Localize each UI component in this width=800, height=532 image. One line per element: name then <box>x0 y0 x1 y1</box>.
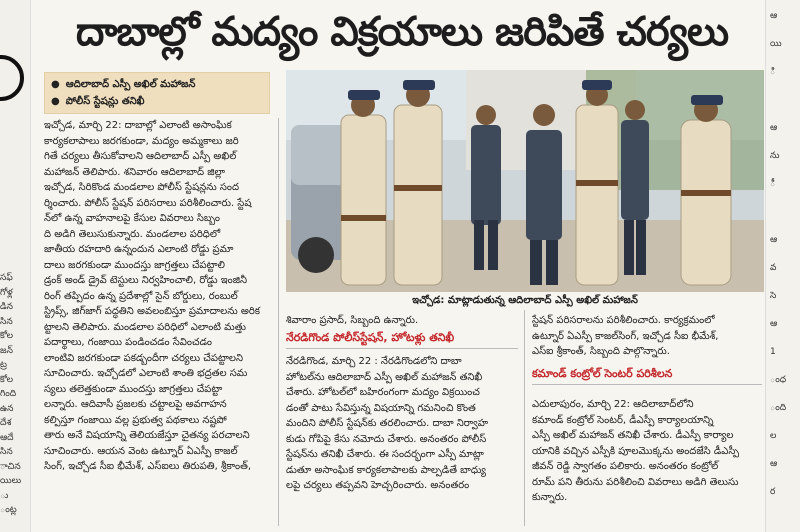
article-column-3 <box>532 397 762 506</box>
margin-text-fragment: ఆ <box>770 459 778 469</box>
text-line: కున్నారు. <box>532 492 568 503</box>
text-line: సూచించారు. ఆయన వెంట ఉట్నూర్ ఏఎస్పీ కాజల్ <box>44 445 238 457</box>
text-line: సింగ్, ఇచ్చోడ సీఐ భీమేశ్, ఎస్‌ఐలు తిరుపతి, శ్రీకాంత్, <box>44 461 252 472</box>
margin-text-fragment: గోళ్ల <box>0 287 13 298</box>
margin-text-fragment: ంది <box>770 403 787 413</box>
highlight-item: ● ఆదిలాబాద్ ఎస్పీ అఖిల్ మహాజన్ <box>51 79 196 90</box>
text-line: దాలు జరగకుండా ముందస్తు జాగ్రత్తలు చేపట్టాలి <box>44 259 225 271</box>
text-line: స్ట్రిప్స్, జిగ్‌జాగ్ పద్ధతిని అవలంబిస్తూ ప్రమాదాలను అరిక <box>44 306 261 317</box>
margin-text-fragment: కోల <box>0 374 14 385</box>
text-line: డ్రంక్ అండ్ డ్రైవ్ టెస్టులు నిర్వహించాలి, రోడ్డు ఇంజినీ <box>44 275 248 286</box>
text-line: హోటల్‌ను ఆదిలాబాద్ ఎస్పీ అఖిల్ మహాజన్ తనిఖీ <box>286 371 483 383</box>
margin-text-fragment: యిలు <box>0 476 22 486</box>
margin-text-fragment: ట్ర <box>0 360 7 370</box>
margin-text-fragment: 1 <box>770 347 776 357</box>
margin-text-fragment: ఆదే <box>0 432 14 443</box>
margin-text-fragment: ఆ <box>770 235 778 245</box>
article-column-2 <box>286 354 518 494</box>
text-line: పదార్థాలు, గంజాయి పండించడం సేవించడం <box>44 337 212 348</box>
article-subhead-command-control: కమాండ్ కంట్రోల్ సెంటర్ పరిశీలన <box>532 367 673 380</box>
margin-text-fragment: కోల <box>0 331 14 341</box>
text-line: ఎస్‌ఐ శ్రీకాంత్, సిబ్బంది పాల్గొన్నారు. <box>532 346 670 357</box>
margin-text-fragment: ఉన <box>0 403 14 414</box>
article-column-1 <box>44 118 272 475</box>
text-line: గితే చర్యలు తీసుకోవాలని ఆదిలాబాద్ ఎస్పీ అఖిల్ <box>44 151 237 162</box>
margin-text-fragment: ఆ <box>770 11 778 21</box>
text-line: డంతో పాటు సేవిస్తున్న విషయాన్ని గమనించి కొంత <box>286 402 476 414</box>
margin-text-fragment: ంట్ల <box>0 505 17 515</box>
margin-text-fragment: ర <box>770 487 776 497</box>
text-line: తారు అనే విషయాన్ని తెలియజేస్తూ చైతన్య పరచాలని <box>44 430 250 441</box>
highlight-box <box>44 72 270 114</box>
subhead-rule <box>286 348 518 349</box>
text-line: ర్శించారు. పోలీస్ స్టేషన్ పరిసరాలు పరిశీలించారు. స్టేష <box>44 197 252 209</box>
margin-text-fragment: ీ <box>770 179 776 189</box>
subhead-rule <box>532 384 762 385</box>
text-line: కల్పిస్తూ గంజాయి వల్ల ప్రభుత్వ పథకాలు నష్టపో <box>44 414 227 426</box>
margin-text-fragment: సఫ్ <box>0 273 13 283</box>
margin-text-fragment: ంధ <box>770 375 787 385</box>
text-line: రూమ్ పని తీరును పరిశీలించి వివరాలు అడిగి తెలుసు <box>532 476 739 488</box>
margin-text-fragment: ల <box>770 431 777 441</box>
text-line: స్యలు తలెత్తకుండా ముందస్తు జాగ్రత్తలు చేపట్టా <box>44 383 223 395</box>
text-line: లన్నారు. ఆదివాసీ ప్రజలకు చట్టాలపై అవగాహన <box>44 399 227 410</box>
text-line: మహాజన్ తెలిపారు. శనివారం ఆదిలాబాద్ జిల్లా <box>44 166 226 178</box>
text-line: స్టేషన్ పరిసరాలను పరిశీలించారు. కార్యక్రమంలో <box>532 315 715 326</box>
adjacent-article-strip-right <box>765 0 800 532</box>
margin-text-fragment: డిన <box>0 302 13 312</box>
margin-text-fragment: సిన <box>0 316 13 327</box>
text-line: సూచించారు. ఇచ్చోడలో ఎలాంటి శాంతి భద్రతల సమ <box>44 368 248 379</box>
article-column-3-top <box>532 313 762 360</box>
text-line: న్‌లో ఉన్న వాహనాలపై కేసుల వివరాలు సిబ్బం <box>44 213 220 224</box>
highlight-item: ● పోలీస్ స్టేషన్లు తనిఖీ <box>51 96 145 107</box>
column-divider <box>524 310 525 526</box>
text-line: చేశారు. హోటల్‌లో బహిరంగంగా మద్యం విక్రయించ <box>286 387 480 398</box>
margin-text-fragment: యి <box>770 39 782 49</box>
margin-text-fragment: ి <box>770 67 776 77</box>
margin-text-fragment: సె <box>770 291 777 301</box>
adjacent-article-graphic <box>0 55 24 101</box>
margin-text-fragment: గింది <box>0 389 17 399</box>
adjacent-article-strip-left <box>0 0 31 532</box>
text-line: జాతీయ రహదారి ఉన్నందున ఎలాంటి రోడ్డు ప్రమా <box>44 244 234 255</box>
text-line: జీవన్ రెడ్డి స్వాగతం పలికారు. అనంతరం కంట్రోల్ <box>532 461 719 472</box>
margin-text-fragment: ఆ <box>770 319 778 329</box>
text-line: యానికి వచ్చిన ఎస్పీకి పూలమొక్కను అందజేసి డీఎస్పీ <box>532 445 740 457</box>
newspaper-article <box>34 0 764 532</box>
text-line: నేరడిగొండ, మార్చి 22 : నేరడిగొండలోని దాబా <box>286 356 462 367</box>
article-photo <box>286 70 764 292</box>
text-line: ఇచ్చోడ, మార్చి 22: దాబాల్లో ఎలాంటి అసాంఘిక <box>44 120 232 131</box>
margin-text-fragment: దేశ <box>0 418 12 428</box>
margin-text-fragment: ఆ <box>770 123 778 133</box>
margin-text-fragment: ను <box>770 151 780 161</box>
margin-text-fragment: సిన <box>0 447 13 457</box>
text-line: ఉట్నూర్ ఏఎస్పీ కాజల్‌సింగ్, ఇచ్చోడ సీఐ భీమేశ్, <box>532 330 719 342</box>
text-line: ఎస్పీ అఖిల్ మహాజన్ తనిఖీ చేశారు. డీఎస్పీ కార్యాల <box>532 430 734 441</box>
text-line: ది అడిగి తెలుసుకున్నారు. మండలాల పరిధిలో <box>44 228 221 240</box>
photo-caption: ఇచ్చోడ: మాట్లాడుతున్న ఆదిలాబాద్ ఎస్పీ అఖిల్ మహాజన్ <box>412 295 638 306</box>
margin-text-fragment: వ <box>770 263 777 273</box>
margin-text-fragment: ు <box>0 490 9 501</box>
article-column-2-top: శివారాం ప్రసాద్, సిబ్బంది ఉన్నారు. <box>286 315 419 326</box>
article-headline: దాబాల్లో మద్యం విక్రయాలు జరిపితే చర్యలు <box>75 8 729 55</box>
text-line: కార్యకలాపాలు జరగకుండా, మద్యం అమ్మకాలు జరి <box>44 135 239 147</box>
text-line: రింగ్ తప్పిదం ఉన్న ప్రదేశాల్లో సైన్ బోర్డులు, రంబుల్ <box>44 290 238 302</box>
text-line: కుడు గోపిపై కేసు నమోదు చేశారు. అనంతరం పోలీస్ <box>286 433 487 445</box>
text-line: లాంటివి జరగకుండా పకడ్బందీగా చర్యలు చేపట్టాలని <box>44 352 243 364</box>
margin-text-fragment: జన్ <box>0 345 13 356</box>
text-line: కమాండ్ కంట్రోల్ సెంటర్, డీఎస్పీ కార్యాలయాన్ని <box>532 414 714 426</box>
text-line: మందిని పోలీస్ స్టేషన్‌కు తరలించారు. దాబా నిర్వాహ <box>286 418 489 429</box>
photo-illustration <box>286 70 764 292</box>
text-line: స్టేషన్‌ను తనిఖీ చేశారు. ఈ సందర్భంగా ఎస్పీ మాట్లా <box>286 449 484 460</box>
margin-text-fragment: ాచిన <box>0 461 21 472</box>
text-line: లపై చర్యలు తప్పవని హెచ్చరించారు. అనంతరం <box>286 480 470 491</box>
article-subhead-neradigonda: నేరడిగొండ పోలీస్‌స్టేషన్, హోటళ్లు తనిఖీ <box>286 331 455 344</box>
text-line: ఇచ్చోడ, సిరికొండ మండలాల పోలీస్ స్టేషన్లను సంద <box>44 182 240 193</box>
text-line: డుతూ అసాంఘిక కార్యకలాపాలకు పాల్పడితే బాధ్యు <box>286 464 486 476</box>
text-line: ఎదులాపురం, మార్చి 22: ఆదిలాబాద్‌లోని <box>532 399 694 410</box>
text-line: ట్టాలని తెలిపారు. మండలాల పరిధిలో ఎలాంటి మత్తు <box>44 321 247 333</box>
column-divider <box>278 118 279 526</box>
